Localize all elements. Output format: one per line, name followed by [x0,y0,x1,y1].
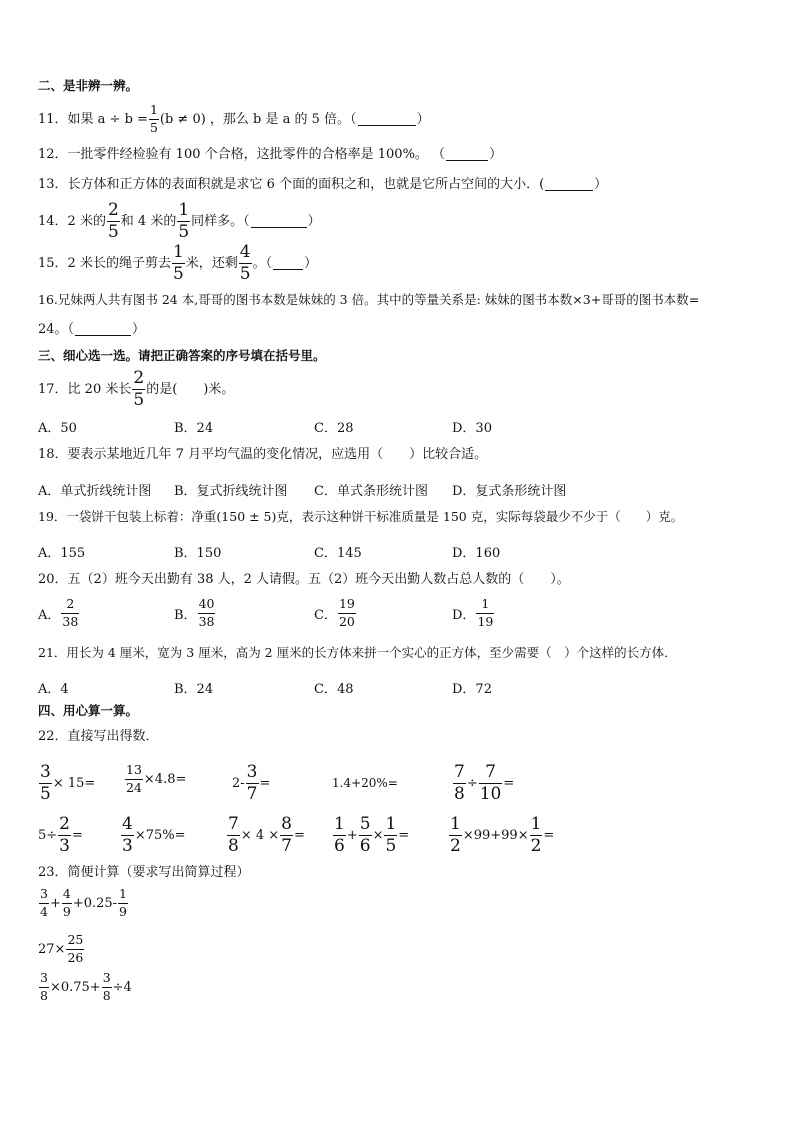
simplify-expr-2 [38,934,85,964]
numerator: 1 [149,102,158,117]
denominator: 8 [40,987,48,1003]
fraction [172,244,185,283]
expr-text: 2- [232,776,245,791]
fraction [333,816,346,855]
question-11 [38,104,430,134]
q20-option-c[interactable] [314,598,357,628]
denominator: 5 [239,264,251,284]
question-17 [38,370,234,409]
expr-text: = [259,776,271,791]
denominator: 26 [67,949,84,965]
numerator: 7 [228,814,239,834]
numerator: 5 [359,814,371,834]
numerator: 2 [133,368,145,388]
expr-text: ÷ [466,776,478,791]
expr-text: = [293,828,305,843]
fraction [449,816,462,855]
fraction [102,972,112,1002]
option-label: B． [174,607,197,623]
denominator: 20 [338,613,355,629]
fraction [246,764,259,803]
question-12 [38,148,502,161]
denominator: 2 [450,836,461,856]
numerator: 7 [454,762,465,782]
calc-item [120,816,186,855]
q21-option-c[interactable]: C．48 [314,682,354,697]
expr-text: = [503,776,515,791]
expr-text: ×0.75+ [49,979,101,995]
denominator: 8 [454,784,465,804]
question-16-line1: 16.兄妹两人共有图书 24 本,哥哥的图书本数是妹妹的 3 倍。其中的等量关系是: 妹妹的图书本数×3+哥哥的图书本数= [38,292,700,307]
numerator: 4 [239,242,251,262]
calc-item: 1.4+20%= [332,776,398,790]
q19-option-d[interactable]: D．160 [452,546,501,561]
fraction [62,888,72,918]
q21-option-b[interactable]: B．24 [174,682,214,697]
calc-item [226,816,305,855]
expr-text: ÷4 [112,979,132,995]
denominator: 8 [228,836,239,856]
simplify-expr-3 [38,972,132,1002]
expr-text: × 4 × [240,828,280,843]
denominator: 5 [133,390,145,410]
numerator: 8 [281,814,292,834]
numerator: 3 [40,886,48,901]
expr-text: ×99+99× [462,828,529,843]
close-paren: ） [594,177,608,192]
denominator: 38 [198,613,215,629]
close-paren: ） [489,147,503,162]
q18-option-c[interactable]: C．单式条形统计图 [314,484,428,499]
answer-blank[interactable] [358,113,416,126]
fraction [39,764,52,803]
calc-item [38,816,83,855]
q21-option-a[interactable]: A．4 [38,682,69,697]
fraction [338,598,356,628]
denominator: 5 [385,836,397,856]
fraction [479,764,503,803]
q17-option-d[interactable]: D．30 [452,421,492,436]
question-19: 19．一袋饼干包装上标着：净重(150 ± 5)克，表示这种饼干标准质量是 150 克，实际每袋最少不少于（ ）克。 [38,509,684,524]
denominator: 9 [119,903,127,919]
denominator: 9 [62,903,71,919]
denominator: 5 [40,784,51,804]
fraction [177,202,190,241]
numerator: 2 [107,200,119,220]
answer-blank[interactable] [545,178,593,191]
expr-text: ×4.8= [143,771,187,787]
denominator: 2 [530,836,542,856]
q15-prefix: 15．2 米长的绳子剪去 [38,256,171,271]
numerator: 19 [338,596,355,611]
numerator: 3 [40,762,51,782]
numerator: 1 [530,814,542,834]
section-title-choice: 三、细心选一选。请把正确答案的序号填在括号里。 [38,348,326,363]
numerator: 13 [126,762,142,777]
denominator: 3 [122,836,133,856]
denominator: 8 [102,987,111,1003]
denominator: 4 [40,903,48,919]
calc-item [448,816,554,855]
calc-item [38,764,95,803]
q14-prefix: 14．2 米的 [38,214,106,229]
numerator: 1 [178,200,190,220]
numerator: 2 [59,814,70,834]
q17-suffix: 的是( )米。 [146,382,235,397]
calc-item [332,816,409,855]
option-label: A． [38,607,61,623]
question-14 [38,202,321,241]
fraction [58,816,71,855]
fraction [149,104,159,134]
numerator: 1 [119,886,127,901]
close-paren: ） [416,111,430,127]
close-paren: ） [307,214,321,229]
expr-text: + [346,828,358,843]
question-13 [38,178,607,191]
numerator: 1 [481,596,490,611]
question-15 [38,244,317,283]
expr-text: 5÷ [38,828,58,843]
section-title-judge: 二、是非辨一辨。 [38,78,139,93]
denominator: 24 [126,779,142,795]
q11-suffix: (b ≠ 0) ，那么 b 是 a 的 5 倍。（ [159,111,357,127]
denominator: 10 [479,784,502,804]
q16-line2-text: 24。（ [38,322,75,337]
expr-text: = [398,828,410,843]
numerator: 4 [62,886,71,901]
expr-text: 27× [38,941,66,957]
q18-option-a[interactable]: A．单式折线统计图 [38,484,152,499]
numerator: 1 [385,814,397,834]
expr-text: +0.25- [72,895,118,911]
q14-suffix: 同样多。（ [191,214,250,229]
answer-blank[interactable] [446,148,488,161]
expr-text: ×75%= [134,828,186,843]
denominator: 38 [62,613,79,629]
fraction [198,598,216,628]
fraction [125,764,143,794]
close-paren: ） [304,256,318,271]
fraction [280,816,293,855]
expr-text: + [49,895,61,911]
denominator: 5 [178,222,190,242]
calc-item [232,764,270,803]
question-21: 21．用长为 4 厘米，宽为 3 厘米，高为 2 厘米的长方体来拼一个实心的正方体，至少需要（ ）个这样的长方体． [38,645,677,660]
fraction [476,598,494,628]
q20-option-b[interactable] [174,598,216,628]
fraction [227,816,240,855]
numerator: 1 [450,814,461,834]
q17-option-b[interactable]: B．24 [174,421,214,436]
denominator: 5 [172,264,184,284]
denominator: 5 [149,119,158,135]
numerator: 1 [172,242,184,262]
option-label: D． [452,607,476,623]
numerator: 3 [40,970,48,985]
denominator: 5 [107,222,119,242]
q19-option-b[interactable]: B．150 [174,546,222,561]
q17-option-a[interactable]: A．50 [38,421,77,436]
denominator: 6 [359,836,371,856]
fraction [39,888,49,918]
fraction [61,598,79,628]
numerator: 40 [198,596,215,611]
q15-suffix: 。（ [252,256,273,271]
q19-option-a[interactable]: A．155 [38,546,86,561]
fraction [453,764,466,803]
fraction [39,972,49,1002]
fraction [132,370,145,409]
question-16-line2 [38,323,145,336]
numerator: 3 [246,762,258,782]
numerator: 1 [334,814,345,834]
q17-option-c[interactable]: C．28 [314,421,354,436]
q13-text: 13．长方体和正方体的表面积就是求它 6 个面的面积之和，也就是它所占空间的大小．( [38,177,545,192]
denominator: 3 [59,836,70,856]
q18-option-b[interactable]: B．复式折线统计图 [174,484,288,499]
question-22-title: 22．直接写出得数． [38,729,159,744]
question-23-title: 23．简便计算（要求写出简算过程） [38,865,250,880]
answer-blank[interactable] [75,323,131,336]
simplify-expr-1 [38,888,129,918]
denominator: 19 [477,613,494,629]
numerator: 25 [67,932,84,947]
fraction [66,934,84,964]
section-title-calc: 四、用心算一算。 [38,703,139,718]
q12-text: 12．一批零件经检验有 100 个合格，这批零件的合格率是 100%。 （ [38,147,446,162]
q20-option-d[interactable] [452,598,495,628]
fraction [107,202,120,241]
numerator: 2 [66,596,75,611]
fraction [530,816,543,855]
question-18: 18．要表示某地近几年 7 月平均气温的变化情况，应选用（ ）比较合适。 [38,447,488,462]
denominator: 7 [246,784,258,804]
q19-option-c[interactable]: C．145 [314,546,362,561]
denominator: 7 [281,836,292,856]
numerator: 4 [122,814,133,834]
numerator: 7 [485,762,496,782]
fraction [359,816,372,855]
q18-option-d[interactable]: D．复式条形统计图 [452,484,567,499]
answer-blank[interactable] [273,257,303,270]
denominator: 6 [334,836,345,856]
fraction [118,888,128,918]
numerator: 3 [102,970,111,985]
close-paren: ） [132,322,146,337]
q20-option-a[interactable] [38,598,80,628]
option-label: C． [314,607,337,623]
q17-prefix: 17．比 20 米长 [38,382,132,397]
calc-item [452,764,514,803]
expr-text: × 15= [52,776,96,791]
calc-item [124,764,186,794]
q21-option-d[interactable]: D．72 [452,682,492,697]
expr-text: = [72,828,83,843]
answer-blank[interactable] [251,215,307,228]
fraction [121,816,134,855]
expr-text: × [372,828,384,843]
fraction [384,816,397,855]
question-20: 20．五（2）班今天出勤有 38 人，2 人请假。五（2）班今天出勤人数占总人数的（ ）。 [38,572,570,587]
fraction [239,244,252,283]
q14-middle: 和 4 米的 [120,214,177,229]
q11-prefix: 11．如果 a ÷ b = [38,111,148,127]
expr-text: = [543,828,555,843]
q15-middle: 米，还剩 [185,256,238,271]
